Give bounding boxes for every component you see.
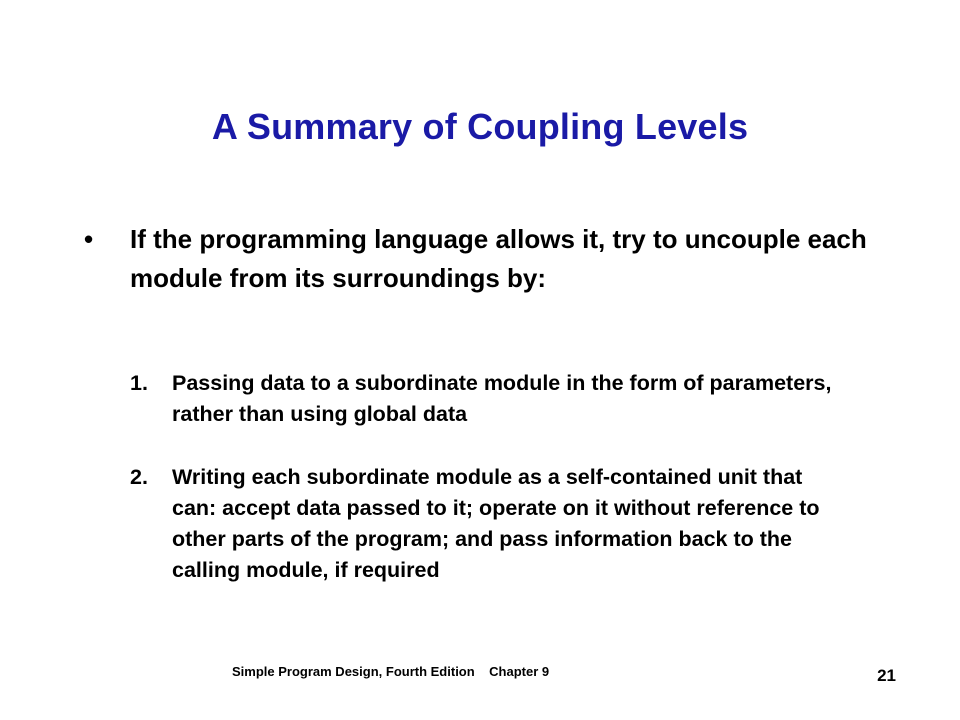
bullet-text: If the programming language allows it, try to uncouple each module from its surroundings by:	[130, 224, 867, 293]
item-number: 2.	[130, 465, 148, 489]
page-number: 21	[877, 666, 896, 685]
item-text: Passing data to a subordinate module in the form of parameters, rather than using global data	[172, 371, 832, 426]
bullet-list	[84, 220, 884, 298]
slide-title: A Summary of Coupling Levels	[211, 106, 749, 147]
numbered-item	[130, 368, 850, 430]
footer-text: Simple Program Design, Fourth Edition Chapter 9	[232, 664, 550, 679]
bullet-marker: •	[84, 224, 94, 254]
numbered-list	[130, 368, 850, 618]
bullet-item	[84, 220, 884, 298]
item-number: 1.	[130, 371, 148, 395]
numbered-item	[130, 462, 850, 586]
item-text: Writing each subordinate module as a self-contained unit that can: accept data passed to it; operate on it without reference to other parts of the program; and pass information back to the calling module, if required	[172, 465, 820, 582]
